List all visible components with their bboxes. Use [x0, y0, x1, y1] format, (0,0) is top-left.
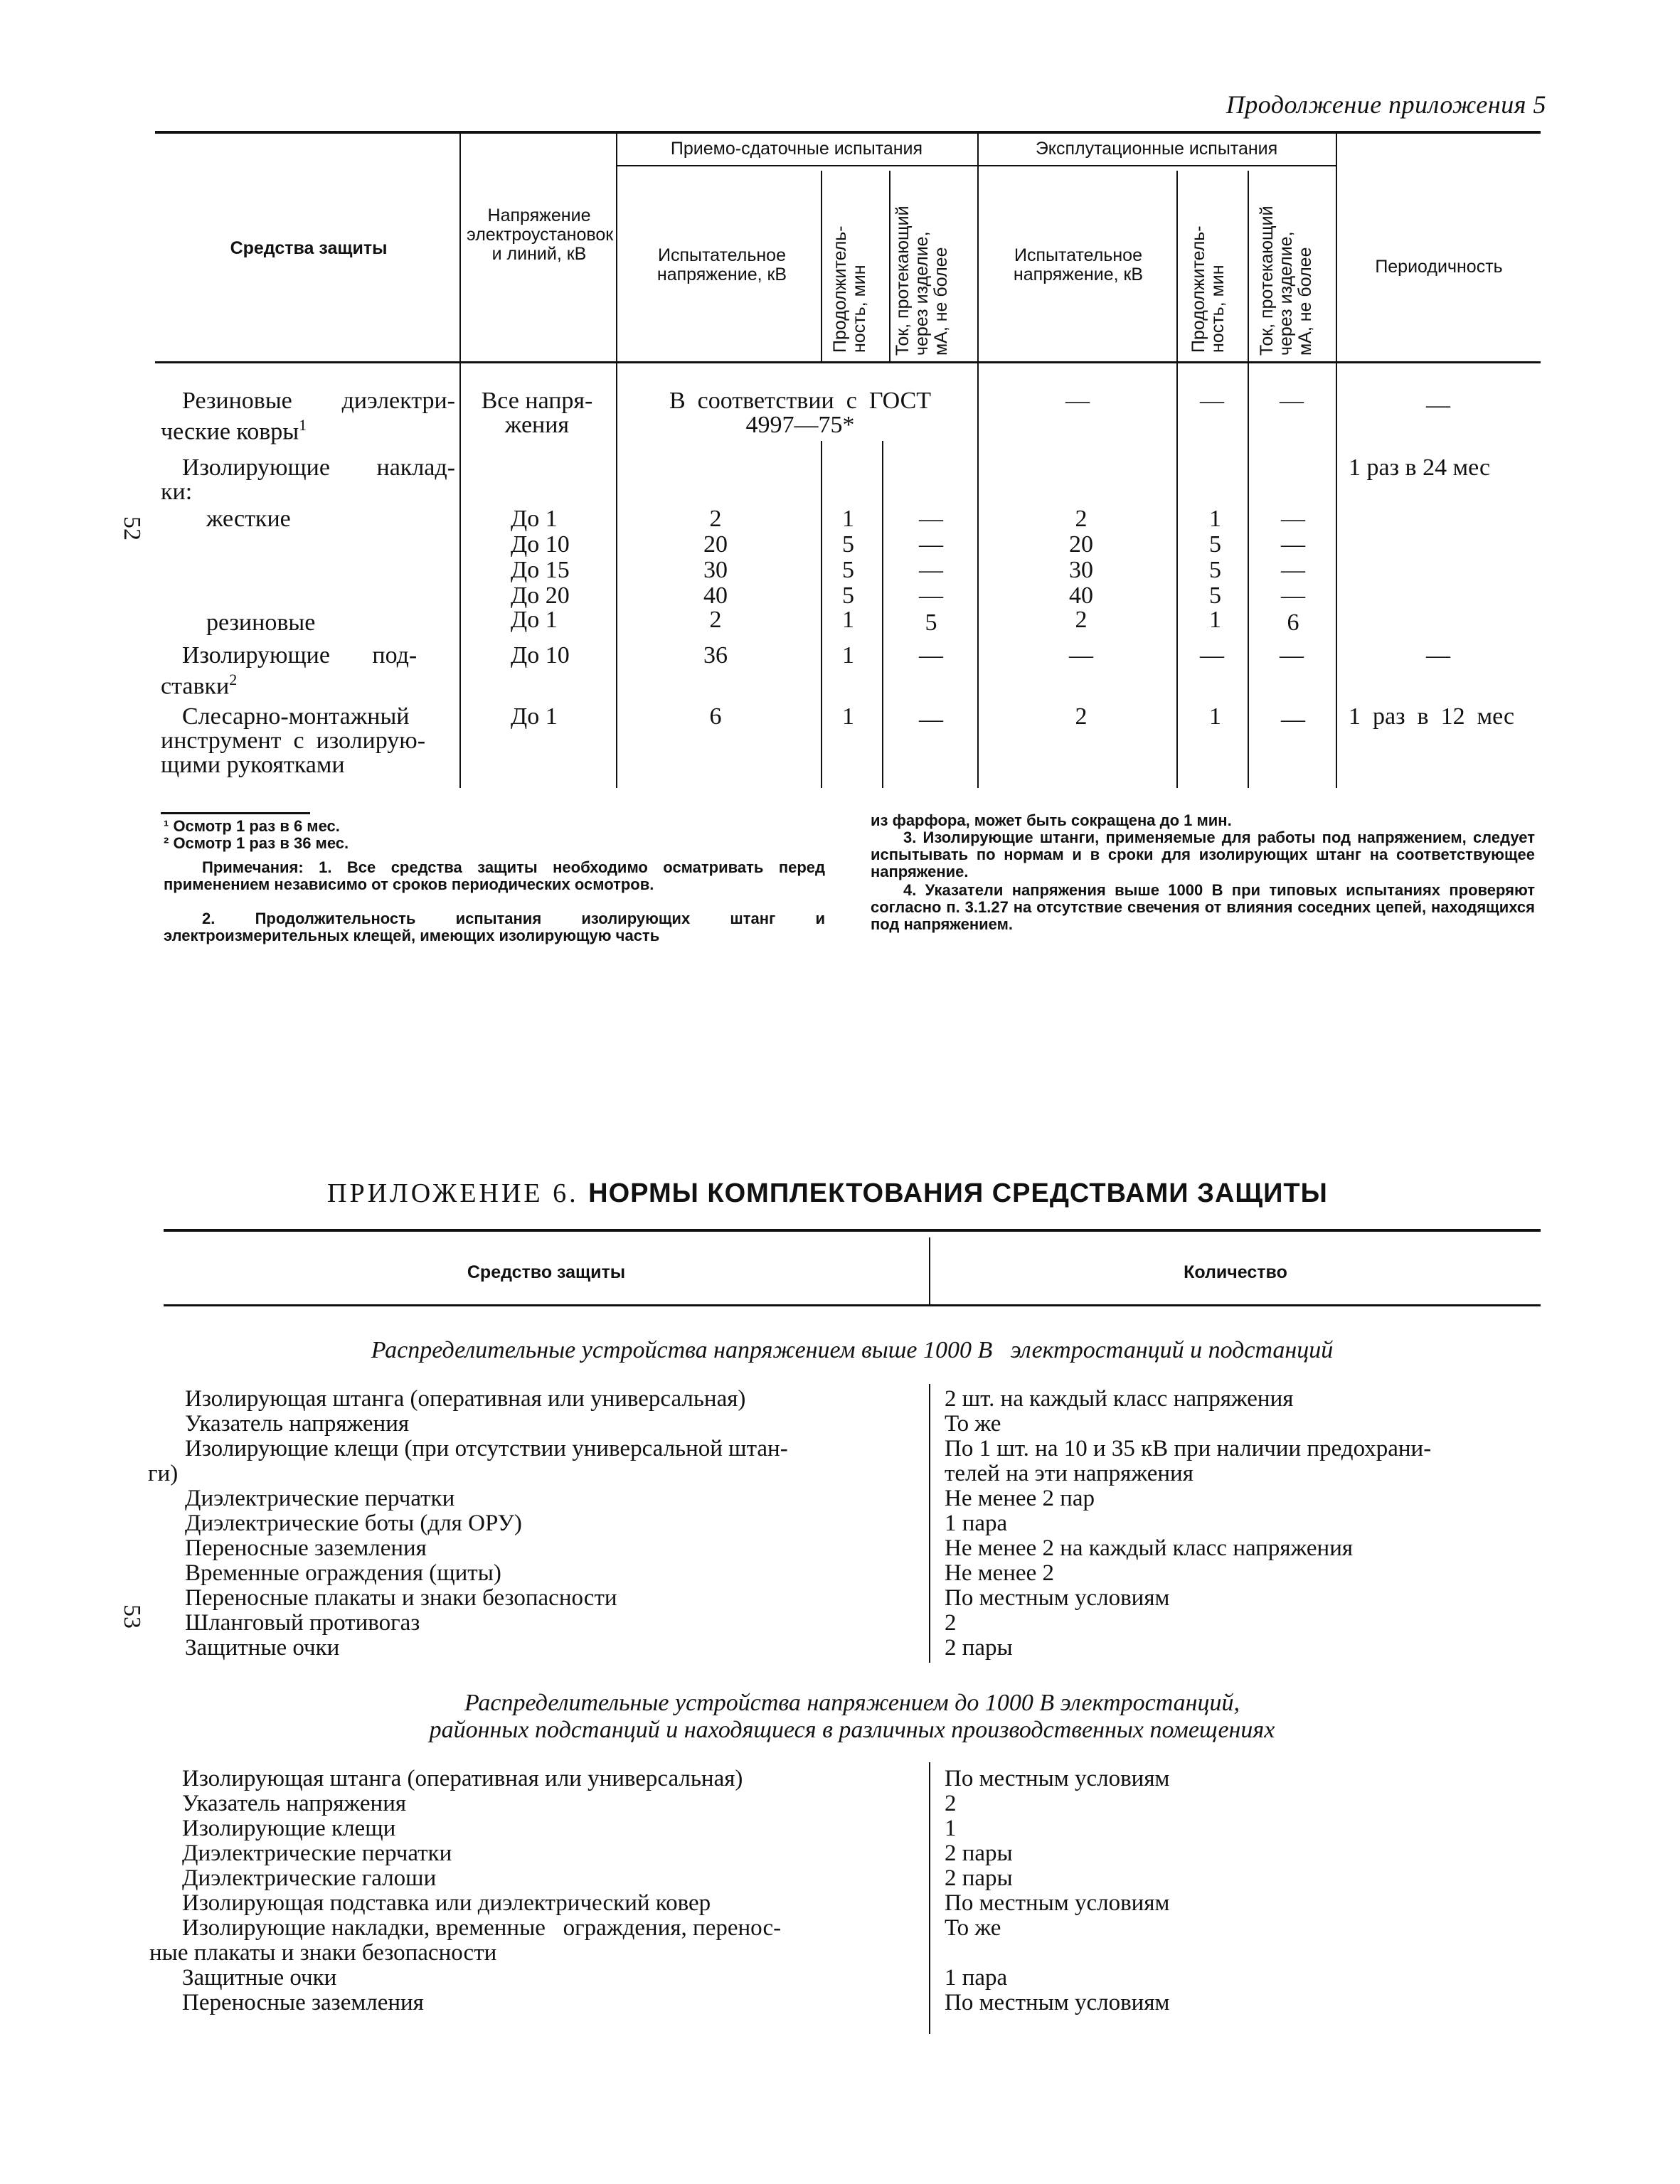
notes-right-3: 4. Указатели напряжения выше 1000 В при типовых испытаниях проверяют согласно п. 3.1.27 на отсутствие свечения от влияния соседних цепей, находящихся под напряжением. — [871, 881, 1535, 933]
footnote-rule — [161, 812, 310, 814]
list-item: Диэлектрические перчатки — [185, 1486, 455, 1511]
rubber-voltage: До 1 — [511, 607, 558, 633]
hard-op-duration: 1 5 5 5 — [1209, 506, 1221, 609]
section-2-title-2: районных подстанций и находящиеся в различных производственных помещениях — [429, 1717, 1275, 1743]
stands-current: — — [919, 642, 943, 668]
rubber-test-voltage: 2 — [709, 607, 722, 633]
row-stands-name-2: ставки$^2$ — [161, 671, 238, 700]
list-item: 1 пара — [945, 1965, 1008, 1991]
list-item: Указатель напряжения — [182, 1791, 407, 1816]
list-item: По местным условиям — [945, 1890, 1170, 1916]
list-item: По местным условиям — [945, 1766, 1170, 1791]
list-item: По 1 шт. на 10 и 35 кВ при наличии предохрани- — [945, 1436, 1432, 1461]
list-item: Шланговый противогаз — [185, 1610, 420, 1636]
list-item: Не менее 2 — [945, 1560, 1054, 1586]
tools-current: — — [919, 706, 943, 733]
list-item: 2 — [945, 1610, 957, 1636]
rubber-op-current: 6 — [1287, 609, 1299, 636]
list-item: Указатель напряжения — [185, 1411, 410, 1437]
stands-op-duration: — — [1200, 642, 1224, 668]
section-2-title-1: Распределительные устройства напряжением до 1000 В электростанций, — [464, 1690, 1240, 1716]
list-item: Изолирующие клещи (при отсутствии универсальной штан- — [185, 1436, 788, 1461]
hard-op-current: — — — — — [1281, 506, 1305, 609]
list-item: 2 шт. на каждый класс напряжения — [945, 1386, 1294, 1412]
stands-op-voltage: — — [1069, 642, 1093, 668]
list-item: 1 — [945, 1816, 957, 1841]
tools-periodicity: 1 раз в 12 мес — [1349, 703, 1515, 730]
hard-test-voltage: 2 20 30 40 — [703, 506, 728, 609]
page-number-53: 53 — [119, 1604, 145, 1629]
notes-right-2: 3. Изолирующие штанги, применяемые для работы под напряжением, следует испытывать по нормам и в сроки для изолирующих штанг на соответствующее напряжение. — [871, 829, 1535, 880]
list-item: Защитные очки — [182, 1965, 337, 1991]
list-item: Изолирующая штанга (оперативная или универсальная) — [182, 1766, 743, 1791]
row-rubber-carpets-gost-1: В соответствии с ГОСТ — [669, 388, 932, 414]
list-item: То же — [945, 1915, 1001, 1941]
rubber-op-duration: 1 — [1209, 607, 1221, 633]
header-current-operational: Ток, протекающий через изделие, мА, не более — [1257, 206, 1315, 356]
notes-left-1: Примечания: 1. Все средства защиты необходимо осматривать перед применением независимо от сроков периодических осмотров. — [164, 858, 825, 893]
list-item: 2 пары — [945, 1635, 1013, 1661]
tools-op-voltage: 2 — [1075, 703, 1088, 730]
list-item: Защитные очки — [185, 1635, 340, 1661]
row-rubber-carpets-name-2: ческие ковры$^1$ — [161, 416, 307, 445]
column-quantity: Количество — [1184, 1262, 1287, 1282]
tools-duration: 1 — [842, 703, 854, 730]
row-rubber-carpets-voltage-1: Все напря- — [481, 388, 593, 414]
header-means: Средства защиты — [230, 238, 388, 258]
row-rubber-carpets-op-voltage: — — [1065, 388, 1090, 414]
section-2-quantities — [945, 1767, 1542, 2015]
appendix-6-title — [327, 1178, 1328, 1209]
list-item: 1 пара — [945, 1511, 1008, 1536]
list-item: Диэлектрические боты (для ОРУ) — [185, 1511, 522, 1536]
list-item: ги) — [148, 1461, 179, 1486]
header-acceptance: Приемо-сдаточные испытания — [670, 139, 923, 159]
header-duration-acceptance: Продолжитель- ность, мин — [830, 225, 869, 353]
row-rubber-carpets-gost-2: 4997—75* — [745, 412, 855, 438]
row-rubber-carpets-name-1: Резиновые диэлектри- — [182, 388, 455, 414]
header-test-voltage-operational: Испытательное напряжение, кВ — [1013, 245, 1144, 284]
list-item: Изолирующая штанга (оперативная или универсальная) — [185, 1386, 746, 1412]
tools-op-duration: 1 — [1209, 703, 1221, 730]
footnote-2: ² Осмотр 1 раз в 36 мес. — [164, 834, 349, 852]
rubber-op-voltage: 2 — [1075, 607, 1088, 633]
header-periodicity: Периодичность — [1375, 257, 1503, 277]
stands-voltage: До 10 — [511, 642, 570, 668]
stands-duration: 1 — [842, 642, 854, 668]
header-current-acceptance: Ток, протекающий через изделие, мА, не более — [893, 206, 951, 356]
tools-voltage: До 1 — [511, 703, 558, 730]
list-item: Изолирующая подставка или диэлектрический ковер — [182, 1890, 711, 1916]
stands-periodicity: — — [1426, 642, 1450, 668]
list-item: 2 пары — [945, 1865, 1013, 1891]
row-rubber-carpets-op-current: — — [1280, 388, 1304, 414]
row-tools-name-1: Слесарно-монтажный — [182, 703, 410, 730]
list-item: То же — [945, 1411, 1001, 1437]
list-item: Диэлектрические перчатки — [182, 1841, 452, 1866]
list-item: 2 — [945, 1791, 957, 1816]
list-item: Изолирующие накладки, временные ограждения, перенос- — [182, 1915, 782, 1941]
list-item: Не менее 2 на каждый класс напряжения — [945, 1535, 1354, 1561]
section-1-title: Распределительные устройства напряжением выше 1000 В электростанций и подстанций — [371, 1337, 1334, 1363]
list-item: телей на эти напряжения — [945, 1461, 1193, 1486]
footnote-1: ¹ Осмотр 1 раз в 6 мес. — [164, 817, 340, 835]
list-item: Переносные плакаты и знаки безопасности — [185, 1585, 617, 1611]
column-means: Средство защиты — [467, 1262, 626, 1282]
tools-op-current: — — [1281, 706, 1305, 733]
list-item: Диэлектрические галоши — [182, 1865, 437, 1891]
section-1-quantities — [945, 1387, 1542, 1661]
running-head: Продолжение приложения 5 — [1226, 90, 1546, 119]
list-item — [945, 1941, 1542, 1966]
list-item: По местным условиям — [945, 1585, 1170, 1611]
row-tools-name-2: инструмент с изолирую- — [161, 728, 426, 754]
rubber-duration: 1 — [842, 607, 854, 633]
list-item: 2 пары — [945, 1841, 1013, 1866]
notes-left-2: 2. Продолжительность испытания изолирующих штанг и электроизмерительных клещей, имеющих изолирующую часть — [164, 910, 825, 944]
list-item: Переносные заземления — [185, 1535, 427, 1561]
section-1-items — [148, 1386, 925, 1661]
row-pads-name-2: ки: — [161, 479, 193, 505]
tools-test-voltage: 6 — [709, 703, 722, 730]
header-voltage: Напряжение электроустановок и линий, кВ — [467, 206, 614, 264]
row-stands-name-1: Изолирующие под- — [182, 642, 418, 668]
list-item: Временные ограждения (щиты) — [185, 1560, 501, 1586]
list-item: Переносные заземления — [182, 1990, 424, 2015]
hard-current: — — — — — [919, 506, 943, 609]
stands-test-voltage: 36 — [703, 642, 728, 668]
section-2-items — [149, 1766, 925, 2015]
page-number-52: 52 — [119, 516, 145, 540]
row-pads-periodicity: 1 раз в 24 мес — [1349, 454, 1491, 481]
row-pads-name-1: Изолирующие наклад- — [182, 454, 455, 481]
row-rubber-carpets-voltage-2: жения — [504, 412, 570, 438]
notes-right-1: из фарфора, может быть сокращена до 1 мин. — [871, 811, 1232, 829]
row-tools-name-3: щими рукоятками — [161, 752, 345, 778]
header-test-voltage-acceptance: Испытательное напряжение, кВ — [656, 245, 787, 284]
list-item: ные плакаты и знаки безопасности — [149, 1940, 497, 1966]
list-item: По местным условиям — [945, 1990, 1170, 2015]
row-rubber-carpets-periodicity: — — [1426, 392, 1450, 418]
list-item: Изолирующие клещи — [182, 1816, 396, 1841]
list-item: Не менее 2 пар — [945, 1486, 1095, 1511]
hard-op-voltage: 2 20 30 40 — [1069, 506, 1093, 609]
appendix-6-title-prefix: ПРИЛОЖЕНИЕ 6. — [327, 1178, 579, 1208]
row-pads-rubber-label: резиновые — [206, 609, 316, 636]
hard-voltage: До 1 До 10 До 15 До 20 — [511, 506, 570, 609]
appendix-6-title-main: НОРМЫ КОМПЛЕКТОВАНИЯ СРЕДСТВАМИ ЗАЩИТЫ — [588, 1178, 1328, 1208]
header-duration-operational: Продолжитель- ность, мин — [1189, 225, 1228, 353]
stands-op-current: — — [1280, 642, 1304, 668]
row-rubber-carpets-op-duration: — — [1200, 388, 1224, 414]
hard-duration: 1 5 5 5 — [842, 506, 854, 609]
header-operational: Эксплутационные испытания — [1035, 139, 1278, 159]
row-pads-hard-label: жесткие — [206, 506, 291, 532]
rubber-current: 5 — [925, 609, 937, 636]
